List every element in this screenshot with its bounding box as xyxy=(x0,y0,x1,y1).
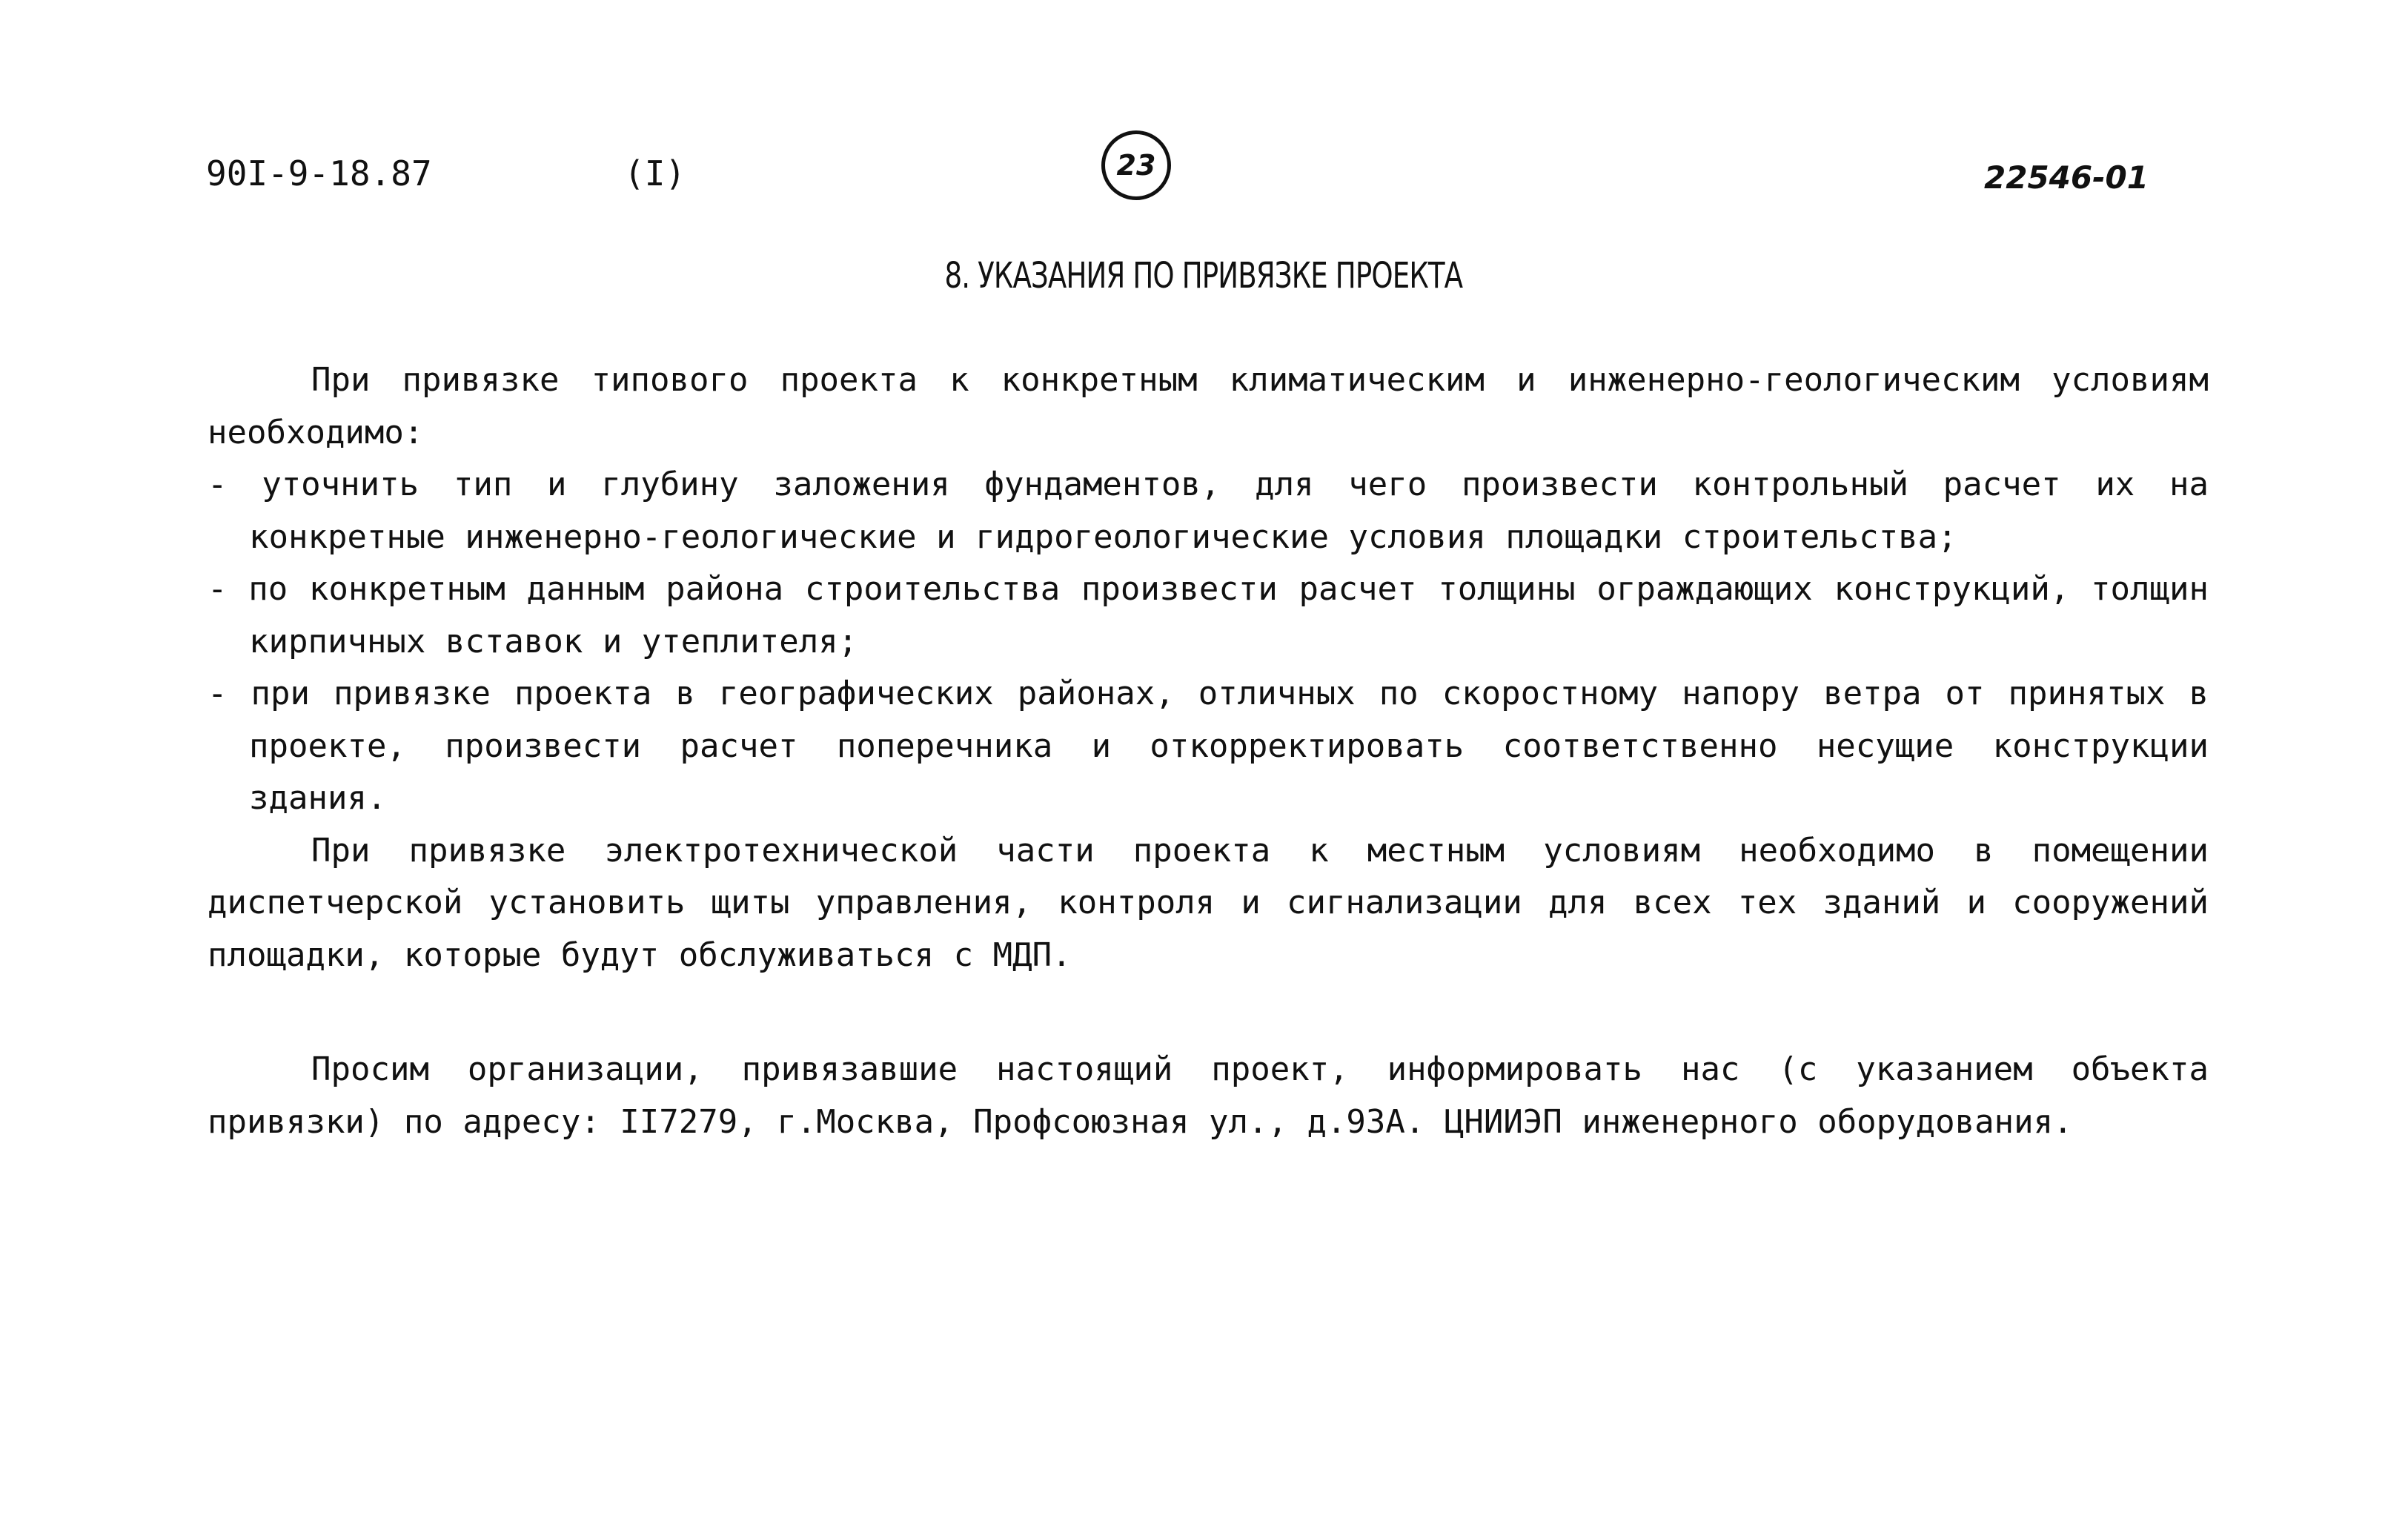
sheet-part-label: (I) xyxy=(624,153,686,193)
document-code: 90I-9-18.87 xyxy=(206,153,432,193)
list-item: - уточнить тип и глубину заложения фундаментов, для чего произвести контрольный расчет их на конкретные инженерно-геологические и гидрогеологические условия площадки строительства; xyxy=(208,466,2209,556)
page-number: 23 xyxy=(1116,149,1156,182)
intro-paragraph: При привязке типового проекта к конкретным климатическим и инженерно-геологическим условиям необходимо: xyxy=(208,361,2209,451)
closing-paragraph: Просим организации, привязавшие настоящий проект, информировать нас (с указанием объекта привязки) по адресу: II7279, г.Москва, Профсоюзная ул., д.93А. ЦНИИЭП инженерного оборудования. xyxy=(208,1050,2209,1141)
section-body xyxy=(208,354,2209,981)
electrical-paragraph: При привязке электротехнической части проекта к местным условиям необходимо в помещении диспетчерской установить щиты управления, контроля и сигнализации для всех тех зданий и сооружений площадки, которые будут обслуживаться с МДП. xyxy=(208,831,2209,974)
list-item: - при привязке проекта в географических районах, отличных по скоростному напору ветра от принятых в проекте, произвести расчет поперечника и откорректировать соответственно несущие конструкции здания. xyxy=(208,675,2209,817)
page-number-circle xyxy=(1101,130,1171,200)
registration-number: 22546-01 xyxy=(1984,159,2149,196)
section-title: 8. УКАЗАНИЯ ПО ПРИВЯЗКЕ ПРОЕКТА xyxy=(944,255,1463,297)
list-item: - по конкретным данным района строительства произвести расчет толщины ограждающих конструкций, толщин кирпичных вставок и утеплителя; xyxy=(208,570,2209,660)
